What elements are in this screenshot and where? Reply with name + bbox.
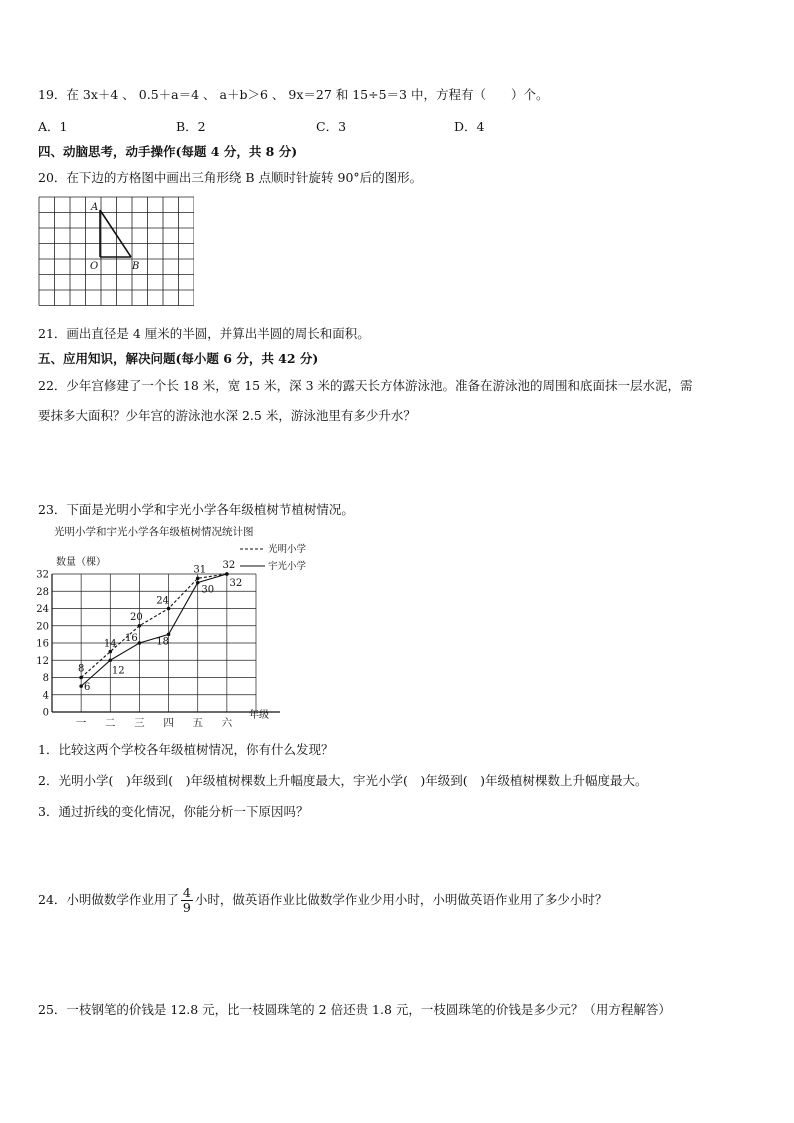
question-23-sub-2: 2．光明小学( )年级到( )年级植树棵数上升幅度最大，宇光小学( )年级到( )年级植树棵数上升幅度最大。 bbox=[38, 773, 648, 788]
tree-planting-line-chart bbox=[30, 522, 330, 730]
point-b-label: B bbox=[132, 261, 140, 272]
chart-title: 光明小学和宇光小学各年级植树情况统计图 bbox=[54, 526, 254, 538]
x-tick-label: 四 bbox=[163, 717, 174, 729]
x-tick-label: 六 bbox=[221, 717, 233, 729]
fraction-four-ninths bbox=[181, 886, 193, 915]
data-label: 32 bbox=[229, 578, 243, 589]
data-label: 18 bbox=[156, 636, 169, 648]
y-tick-label: 28 bbox=[36, 586, 49, 598]
fraction-numerator: 4 bbox=[182, 885, 191, 900]
chart-data-labels bbox=[78, 560, 242, 693]
option-d: D．4 bbox=[454, 119, 485, 134]
question-23: 23．下面是光明小学和宇光小学各年级植树节植树情况。 bbox=[38, 502, 354, 517]
y-tick-label: 24 bbox=[36, 604, 49, 615]
section-5-heading: 五、应用知识，解决问题(每小题 6 分，共 42 分) bbox=[38, 351, 319, 366]
x-tick-label: 五 bbox=[192, 717, 203, 729]
question-25: 25．一枝钢笔的价钱是 12.8 元，比一枝圆珠笔的 2 倍还贵 1.8 元，一枝圆珠笔的价钱是多少元？（用方程解答） bbox=[38, 1002, 671, 1017]
data-label: 6 bbox=[83, 682, 91, 694]
y-tick-label: 4 bbox=[42, 690, 49, 702]
y-tick-label: 16 bbox=[36, 638, 49, 650]
question-20: 20．在下边的方格图中画出三角形绕 B 点顺时针旋转 90°后的图形。 bbox=[38, 170, 423, 185]
question-23-sub-3: 3．通过折线的变化情况，你能分析一下原因吗？ bbox=[38, 804, 309, 819]
data-point bbox=[138, 641, 142, 645]
data-point bbox=[196, 581, 200, 585]
rotation-grid-figure bbox=[38, 196, 194, 306]
option-c: C．3 bbox=[316, 119, 347, 134]
question-24-before: 24．小明做数学作业用了 bbox=[38, 892, 179, 907]
data-label: 24 bbox=[156, 595, 169, 607]
option-a: A．1 bbox=[38, 119, 68, 134]
data-label: 8 bbox=[77, 663, 85, 675]
section-4-heading: 四、动脑思考，动手操作(每题 4 分，共 8 分) bbox=[38, 144, 298, 159]
x-axis-label: 年级 bbox=[249, 710, 269, 721]
data-point bbox=[225, 572, 229, 576]
x-tick-label: 二 bbox=[105, 717, 116, 729]
data-point bbox=[79, 676, 83, 680]
question-23-sub-1: 1．比较这两个学校各年级植树情况，你有什么发现？ bbox=[38, 742, 334, 757]
data-label: 30 bbox=[201, 584, 215, 596]
y-axis-label: 数量（棵） bbox=[56, 557, 106, 568]
point-a-label: A bbox=[91, 202, 99, 213]
data-point bbox=[196, 577, 200, 581]
data-label: 12 bbox=[111, 665, 125, 677]
data-point bbox=[138, 624, 142, 628]
point-o-label: O bbox=[90, 261, 99, 272]
data-label: 20 bbox=[130, 611, 143, 623]
question-19: 19．在 3x＋4 、 0.5＋a＝4 、 a＋b＞6 、 9x＝27 和 15÷5＝3 中，方程有（ ）个。 bbox=[38, 87, 549, 102]
legend-series-1: 光明小学 bbox=[268, 544, 307, 555]
question-24-after: 小时，做英语作业比做数学作业少用小时，小明做英语作业用了多少小时？ bbox=[194, 892, 608, 907]
y-tick-label: 20 bbox=[36, 621, 49, 633]
question-22-line-1: 22．少年宫修建了一个长 18 米，宽 15 米，深 3 米的露天长方体游泳池。准备在游泳池的周围和底面抹一层水泥，需 bbox=[38, 378, 693, 393]
data-point bbox=[108, 658, 112, 662]
data-point bbox=[167, 607, 171, 611]
question-24 bbox=[38, 886, 607, 915]
grid-lines bbox=[39, 197, 194, 306]
legend-series-2: 宇光小学 bbox=[268, 561, 307, 572]
x-tick-label: 三 bbox=[134, 717, 145, 729]
data-label: 16 bbox=[125, 633, 138, 644]
data-point bbox=[79, 684, 83, 688]
y-tick-label: 8 bbox=[42, 673, 49, 684]
question-21: 21．画出直径是 4 厘米的半圆，并算出半圆的周长和面积。 bbox=[38, 326, 370, 341]
option-b: B．2 bbox=[176, 119, 206, 134]
fraction-denominator: 9 bbox=[182, 900, 191, 915]
data-label: 31 bbox=[193, 564, 207, 576]
x-tick-label: 一 bbox=[75, 717, 87, 729]
data-point bbox=[108, 650, 112, 654]
y-tick-label: 32 bbox=[36, 569, 49, 581]
triangle-side-ab bbox=[100, 210, 131, 257]
y-tick-label: 12 bbox=[36, 655, 49, 667]
y-tick-label: 0 bbox=[42, 707, 49, 719]
question-22-line-2: 要抹多大面积？少年宫的游泳池水深 2.5 米，游泳池里有多少升水？ bbox=[38, 408, 416, 423]
data-label: 14 bbox=[103, 638, 117, 650]
data-label: 32 bbox=[222, 560, 236, 571]
